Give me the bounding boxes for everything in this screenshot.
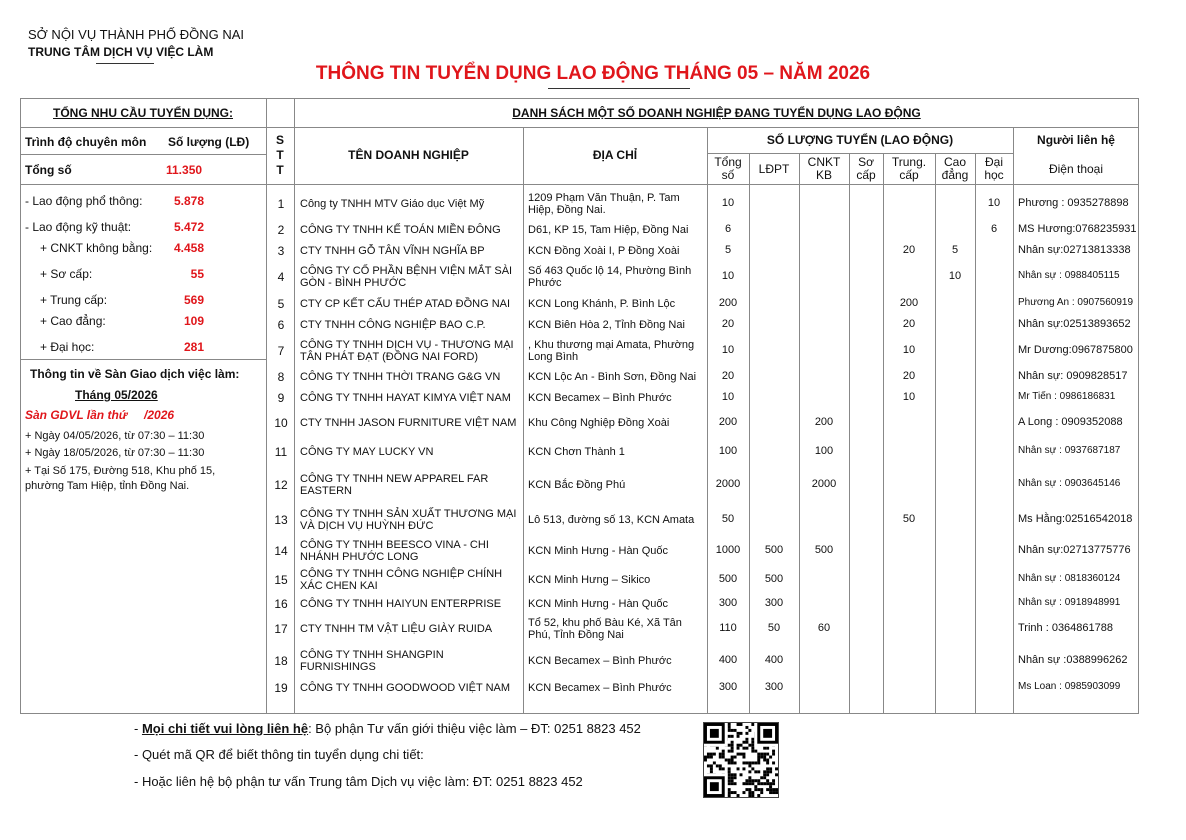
row-qty-total: 10 xyxy=(721,270,735,282)
row-qty-total: 20 xyxy=(721,369,735,382)
row-qty-ldpt: 300 xyxy=(764,680,784,693)
row-contact: Ms Loan : 0985903099 xyxy=(1018,680,1121,692)
sub-header-trungcap: Trung. xyxy=(891,155,927,169)
demand-row-value: 5.878 xyxy=(173,194,204,208)
grid-line xyxy=(20,184,1139,185)
sub-header-daihoc: Đại xyxy=(984,155,1003,169)
row-qty-total: 10 xyxy=(721,390,735,403)
row-qty-cnkt: 500 xyxy=(814,544,834,556)
row-qty-cnkt: 60 xyxy=(817,622,831,634)
row-qty-cnkt: 200 xyxy=(814,415,834,428)
row-stt: 3 xyxy=(277,243,285,258)
grid-line xyxy=(883,153,884,714)
row-address: KCN Chơn Thành 1 xyxy=(528,446,625,458)
row-qty-total: 10 xyxy=(721,343,735,356)
grid-line xyxy=(1013,127,1014,714)
demand-row-label: - Lao động phổ thông: xyxy=(25,194,143,208)
row-address: KCN Biên Hòa 2, Tỉnh Đồng Nai xyxy=(528,318,685,331)
row-contact: Phương An : 0907560919 xyxy=(1018,296,1134,308)
row-company: CÔNG TY TNHH NEW APPAREL FAR EASTERN xyxy=(300,473,489,497)
row-contact: A Long : 0909352088 xyxy=(1018,415,1123,428)
row-company: CÔNG TY TNHH CÔNG NGHIỆP CHÍNH XÁC CHEN KAI xyxy=(300,567,503,592)
row-stt: 13 xyxy=(274,512,288,527)
sub-header-daihoc: học xyxy=(984,168,1004,182)
row-contact: Nhân sự:02713813338 xyxy=(1018,243,1131,256)
grid-line xyxy=(935,153,936,714)
demand-row-label: + Đại học: xyxy=(40,340,95,354)
exchange-line: + Ngày 18/05/2026, từ 07:30 – 11:30 xyxy=(25,447,205,459)
row-qty-trungcap: 20 xyxy=(902,317,916,330)
row-qty-caodang: 5 xyxy=(951,243,959,256)
footer-line: - Hoặc liên hệ bộ phận tư vấn Trung tâm Dịch vụ việc làm: ĐT: 0251 8823 452 xyxy=(134,774,583,789)
row-contact: Ms Hằng:02516542018 xyxy=(1018,512,1133,525)
row-stt: 4 xyxy=(277,270,285,284)
row-qty-ldpt: 50 xyxy=(767,622,781,634)
row-qty-total: 2000 xyxy=(715,478,741,490)
row-address: KCN Minh Hưng – Sikico xyxy=(528,573,651,586)
row-contact: Nhân sự :0388996262 xyxy=(1018,653,1128,666)
row-company: CTY TNHH GỖ TÂN VĨNH NGHĨA BP xyxy=(300,244,485,257)
demand-row-label: + CNKT không bằng: xyxy=(40,241,153,255)
row-address: 1209 Phạm Văn Thuận, P. Tam Hiệp, Đồng Nai. xyxy=(528,191,680,216)
stt-header: T xyxy=(276,148,284,162)
row-company: CTY TNHH TM VẬT LIỆU GIÀY RUIDA xyxy=(300,623,493,635)
row-stt: 17 xyxy=(274,622,288,636)
row-qty-daihoc: 6 xyxy=(990,223,998,235)
row-company: CÔNG TY TNHH KẾ TOÁN MIỀN ĐÔNG xyxy=(300,224,501,236)
sub-header-socap: Sơ xyxy=(858,155,874,169)
row-address: KCN Lộc An - Bình Sơn, Đồng Nai xyxy=(528,370,697,383)
row-address: D61, KP 15, Tam Hiệp, Đồng Nai xyxy=(528,224,689,236)
footer-contact-text: : Bộ phận Tư vấn giới thiệu việc làm – ĐT: 0251 8823 452 xyxy=(308,721,641,736)
total-label: Tổng số xyxy=(25,163,72,177)
sub-header-caodang: đẳng xyxy=(941,168,969,182)
grid-line xyxy=(975,153,976,714)
row-qty-total: 200 xyxy=(718,296,738,309)
row-qty-cnkt: 2000 xyxy=(811,478,837,490)
row-qty-total: 50 xyxy=(721,512,735,525)
row-company: CÔNG TY CỔ PHẦN BỆNH VIỆN MẮT SÀI GÒN - BÌNH PHƯỚC xyxy=(300,265,513,289)
row-qty-trungcap: 20 xyxy=(902,243,916,256)
row-contact: Trinh : 0364861788 xyxy=(1018,622,1113,634)
demand-row-value: 4.458 xyxy=(173,241,204,255)
row-qty-ldpt: 500 xyxy=(764,544,784,556)
row-qty-trungcap: 200 xyxy=(899,296,919,309)
row-qty-total: 500 xyxy=(718,572,738,585)
row-stt: 5 xyxy=(277,296,285,311)
row-stt: 11 xyxy=(274,445,288,459)
row-stt: 12 xyxy=(274,478,288,492)
qr-code-icon xyxy=(704,723,778,797)
row-contact: Nhân sự: 0909828517 xyxy=(1018,369,1128,382)
row-address: KCN Becamex – Bình Phước xyxy=(528,654,672,667)
sub-header-caodang: Cao xyxy=(943,155,966,169)
row-qty-total: 400 xyxy=(718,653,738,666)
row-qty-total: 1000 xyxy=(715,544,741,556)
row-qty-total: 5 xyxy=(724,243,732,256)
demand-row-label: + Trung cấp: xyxy=(40,293,108,307)
level-col-header: Trình độ chuyên môn xyxy=(25,135,147,149)
grid-line xyxy=(294,98,295,714)
row-stt: 16 xyxy=(274,596,288,611)
row-qty-daihoc: 10 xyxy=(987,196,1001,209)
row-stt: 18 xyxy=(274,653,288,668)
demand-row-value: 281 xyxy=(183,340,204,354)
demand-row-value: 55 xyxy=(190,267,204,281)
exchange-heading: Thông tin về Sàn Giao dịch việc làm: xyxy=(30,367,240,381)
row-qty-trungcap: 10 xyxy=(902,390,916,403)
demand-heading: TỔNG NHU CẦU TUYỂN DỤNG: xyxy=(53,106,233,120)
sub-header-total: Tổng xyxy=(714,155,742,169)
grid-line xyxy=(20,127,1139,128)
org-unit: TRUNG TÂM DỊCH VỤ VIỆC LÀM xyxy=(28,45,214,59)
sub-header-cnkt: CNKT xyxy=(807,155,841,169)
row-company: CÔNG TY TNHH GOODWOOD VIỆT NAM xyxy=(300,681,511,694)
row-contact: Nhân sự:02513893652 xyxy=(1018,317,1131,330)
org-name: SỞ NỘI VỤ THÀNH PHỐ ĐỒNG NAI xyxy=(28,27,245,42)
demand-row-value: 5.472 xyxy=(173,220,204,234)
row-company: CÔNG TY TNHH SHANGPIN FURNISHINGS xyxy=(300,648,444,673)
sub-header-cnkt: KB xyxy=(815,168,832,182)
company-header: TÊN DOANH NGHIỆP xyxy=(348,148,469,162)
total-value: 11.350 xyxy=(166,163,203,177)
row-qty-trungcap: 10 xyxy=(902,343,916,356)
row-company: CÔNG TY MAY LUCKY VN xyxy=(300,446,434,458)
row-stt: 2 xyxy=(277,223,285,237)
row-contact: Mr Tiến : 0986186831 xyxy=(1018,390,1116,402)
row-qty-ldpt: 300 xyxy=(764,596,784,609)
row-company: CTY TNHH JASON FURNITURE VIỆT NAM xyxy=(300,416,517,429)
row-contact: Nhân sự:02713775776 xyxy=(1018,544,1131,556)
row-qty-trungcap: 50 xyxy=(902,512,916,525)
row-address: KCN Becamex – Bình Phước xyxy=(528,681,672,694)
row-company: Công ty TNHH MTV Giáo dục Việt Mỹ xyxy=(300,197,485,210)
row-qty-cnkt: 100 xyxy=(814,445,834,457)
row-address: Tổ 52, khu phố Bàu Ké, Xã Tân Phú, Tỉnh Đồng Nai xyxy=(528,617,682,641)
grid-line xyxy=(266,98,267,714)
row-qty-trungcap: 20 xyxy=(902,369,916,382)
row-stt: 15 xyxy=(274,572,288,587)
row-stt: 19 xyxy=(274,680,288,695)
stt-header: S xyxy=(275,133,284,147)
row-contact: Nhân sự : 0988405115 xyxy=(1018,270,1120,281)
row-company: CTY TNHH CÔNG NGHIỆP BAO C.P. xyxy=(300,318,486,331)
row-address: Số 463 Quốc lộ 14, Phường Bình Phước xyxy=(528,265,692,289)
footer-line xyxy=(134,721,641,736)
row-address: KCN Long Khánh, P. Bình Lộc xyxy=(528,297,676,310)
row-contact: MS Hương:0768235931 xyxy=(1018,223,1137,235)
row-contact: Nhân sự : 0937687187 xyxy=(1018,445,1121,456)
row-address: Khu Công Nghiệp Đồng Xoài xyxy=(528,416,670,429)
row-contact: Nhân sự : 0903645146 xyxy=(1018,478,1121,489)
sub-header-ldpt: LĐPT xyxy=(758,162,790,176)
row-stt: 6 xyxy=(277,317,285,332)
page-title: THÔNG TIN TUYỂN DỤNG LAO ĐỘNG THÁNG 05 – NĂM 2026 xyxy=(315,63,871,84)
row-qty-ldpt: 500 xyxy=(764,572,784,585)
demand-row-label: + Cao đẳng: xyxy=(40,314,106,328)
demand-row-label: + Sơ cấp: xyxy=(40,267,93,281)
exchange-line: phường Tam Hiệp, tỉnh Đồng Nai. xyxy=(25,480,190,492)
row-stt: 8 xyxy=(277,369,285,384)
row-qty-total: 6 xyxy=(724,223,732,235)
quantity-group-header: SỐ LƯỢNG TUYỂN (LAO ĐỘNG) xyxy=(766,133,954,147)
row-address: KCN Đồng Xoài I, P Đồng Xoài xyxy=(528,244,680,257)
row-company: CÔNG TY TNHH THỜI TRANG G&G VN xyxy=(300,370,501,383)
row-contact: Nhân sự : 0918948991 xyxy=(1018,596,1121,608)
row-stt: 14 xyxy=(274,544,288,558)
grid-line xyxy=(523,127,524,714)
row-stt: 10 xyxy=(274,415,288,430)
row-company: CÔNG TY TNHH HAIYUN ENTERPRISE xyxy=(300,597,502,610)
row-qty-caodang: 10 xyxy=(948,270,962,282)
row-qty-total: 300 xyxy=(718,680,738,693)
sub-header-total: số xyxy=(721,168,735,182)
grid-line xyxy=(707,153,1013,154)
grid-line xyxy=(20,359,266,360)
row-qty-total: 110 xyxy=(719,622,737,634)
row-qty-total: 100 xyxy=(718,445,738,457)
row-stt: 9 xyxy=(277,390,285,405)
qr-code[interactable] xyxy=(703,722,779,798)
demand-row-label: - Lao động kỹ thuật: xyxy=(25,220,132,234)
row-address: KCN Minh Hưng - Hàn Quốc xyxy=(528,597,669,610)
address-header: ĐỊA CHỈ xyxy=(592,148,638,162)
grid-line xyxy=(20,154,266,155)
exchange-line: + Tại Số 175, Đường 518, Khu phố 15, xyxy=(25,465,216,477)
row-qty-total: 20 xyxy=(721,317,735,330)
qty-col-header: Số lượng (LĐ) xyxy=(168,135,250,149)
row-company: CÔNG TY TNHH BEESCO VINA - CHI NHÁNH PHƯỚC LONG xyxy=(300,539,489,563)
row-address: , Khu thương mại Amata, Phường Long Bình xyxy=(528,338,695,363)
row-address: KCN Bắc Đồng Phú xyxy=(528,479,626,491)
exchange-month: Tháng 05/2026 xyxy=(75,388,158,402)
divider xyxy=(548,88,690,89)
sub-header-trungcap: cấp xyxy=(899,168,919,182)
stt-header: T xyxy=(276,163,284,177)
grid-line xyxy=(849,153,850,714)
table-heading: DANH SÁCH MỘT SỐ DOANH NGHIỆP ĐANG TUYỂN DỤNG LAO ĐỘNG xyxy=(512,106,921,120)
row-qty-ldpt: 400 xyxy=(764,653,784,666)
row-address: KCN Minh Hưng - Hàn Quốc xyxy=(528,545,669,557)
row-qty-total: 200 xyxy=(718,415,738,428)
row-stt: 1 xyxy=(277,196,285,211)
contact-header: Người liên hệ xyxy=(1037,133,1115,147)
row-contact: Nhân sự : 0818360124 xyxy=(1018,572,1121,584)
row-company: CÔNG TY TNHH SẢN XUẤT THƯƠNG MẠI VÀ DỊCH VỤ HUỲNH ĐỨC xyxy=(300,507,517,532)
demand-row-value: 109 xyxy=(183,314,204,328)
row-stt: 7 xyxy=(277,343,285,358)
row-address: Lô 513, đường số 13, KCN Amata xyxy=(528,513,695,526)
sub-header-socap: cấp xyxy=(856,168,876,182)
row-qty-total: 10 xyxy=(721,196,735,209)
demand-row-value: 569 xyxy=(183,293,204,307)
phone-header: Điện thoại xyxy=(1048,162,1104,176)
row-address: KCN Becamex – Bình Phước xyxy=(528,391,672,404)
footer-line: - Quét mã QR để biết thông tin tuyển dụng chi tiết: xyxy=(134,747,424,762)
exchange-line: + Ngày 04/05/2026, từ 07:30 – 11:30 xyxy=(25,430,205,442)
footer-contact-label: Mọi chi tiết vui lòng liên hệ xyxy=(141,721,309,736)
row-qty-total: 300 xyxy=(718,596,738,609)
row-company: CÔNG TY TNHH DỊCH VỤ - THƯƠNG MẠI TÂN PHÁT ĐẠT (ĐỒNG NAI FORD) xyxy=(300,338,514,363)
footer-prefix: - xyxy=(134,721,142,736)
row-contact: Phương : 0935278898 xyxy=(1018,196,1129,209)
exchange-session: Sàn GDVL lần thứ /2026 xyxy=(25,408,175,422)
row-company: CTY CP KẾT CẤU THÉP ATAD ĐỒNG NAI xyxy=(300,297,511,310)
row-contact: Mr Dương:0967875800 xyxy=(1018,343,1133,356)
row-company: CÔNG TY TNHH HAYAT KIMYA VIỆT NAM xyxy=(300,391,511,404)
